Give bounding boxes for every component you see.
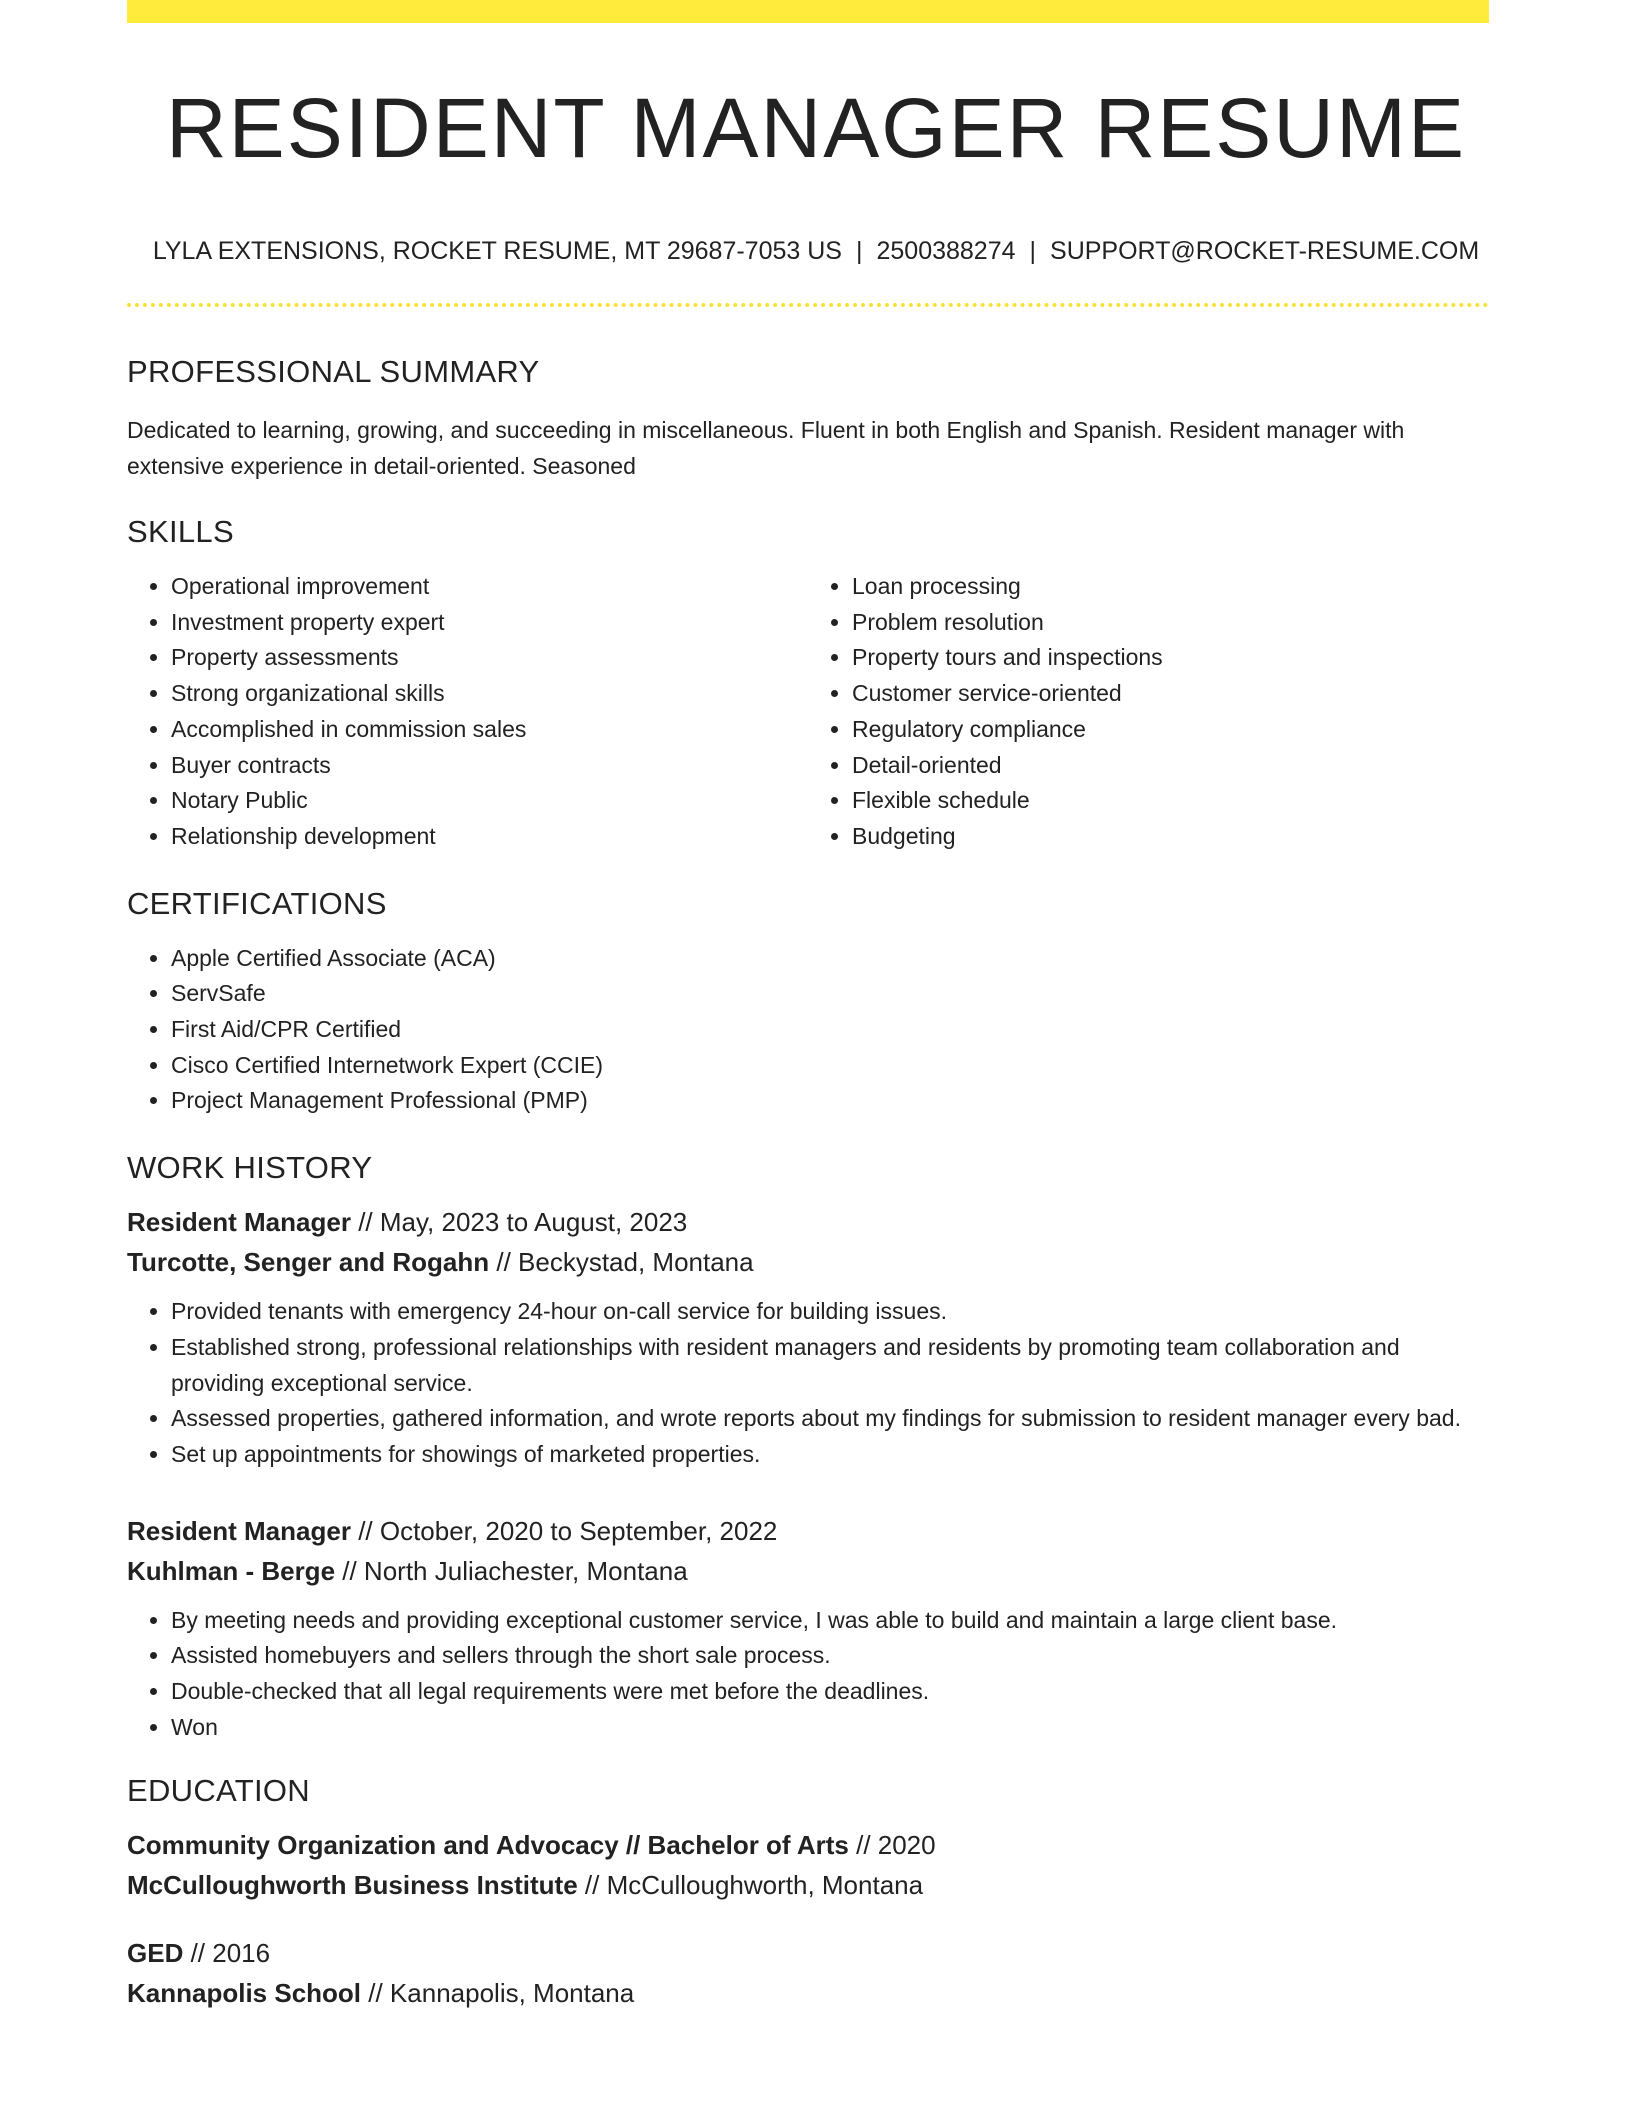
contact-email: SUPPORT@ROCKET-RESUME.COM: [1050, 237, 1480, 265]
skills-section: [127, 510, 1489, 855]
certification-item: • Project Management Professional (PMP): [171, 1083, 1489, 1119]
job-title: Resident Manager: [127, 1207, 351, 1238]
job-spacer: [127, 1473, 1489, 1511]
contact-phone: 2500388274: [876, 237, 1016, 265]
job-title: Resident Manager: [127, 1515, 351, 1546]
certifications-heading: CERTIFICATIONS: [127, 885, 387, 921]
education-location: // McCulloughworth, Montana: [584, 1870, 924, 1901]
skills-heading: SKILLS: [127, 514, 234, 549]
summary-text: Dedicated to learning, growing, and succeeding in miscellaneous. Fluent in both English and Spanish. Resident manager with extensive experience in detail-oriented. Seasoned: [127, 417, 1405, 479]
job-title-line: [127, 1202, 1489, 1242]
skill-item: • Loan processing: [852, 569, 1489, 605]
skill-item: • Notary Public: [171, 783, 808, 819]
skill-item: • Detail-oriented: [852, 748, 1489, 784]
edu-spacer: [127, 1905, 1489, 1933]
skills-list-left: [127, 569, 808, 855]
job-company-line: [127, 1551, 1489, 1591]
certification-item: • Cisco Certified Internetwork Expert (CCIE): [171, 1048, 1489, 1084]
education-degree: GED: [127, 1938, 184, 1969]
skills-columns: [127, 569, 1489, 855]
job-bullet: • Assisted homebuyers and sellers through the short sale process.: [171, 1638, 1489, 1674]
skill-item: • Accomplished in commission sales: [171, 712, 808, 748]
education-degree-line: [127, 1825, 1489, 1865]
skill-item: • Regulatory compliance: [852, 712, 1489, 748]
education-school-line: [127, 1973, 1489, 2013]
job-dates: // October, 2020 to September, 2022: [358, 1515, 778, 1546]
skill-item: • Property tours and inspections: [852, 640, 1489, 676]
job-title-line: [127, 1511, 1489, 1551]
education-list: [127, 1825, 1489, 2013]
certification-item: • ServSafe: [171, 976, 1489, 1012]
education-entry: [127, 1933, 1489, 2013]
education-year: // 2016: [190, 1938, 271, 1969]
accent-bar: [127, 0, 1489, 23]
work-heading: WORK HISTORY: [127, 1150, 373, 1186]
education-school: McCulloughworth Business Institute: [127, 1870, 578, 1901]
job-bullet: • By meeting needs and providing exceptional customer service, I was able to build and maintain a large client base.: [171, 1603, 1489, 1639]
job-bullets: [127, 1603, 1489, 1746]
skill-item: • Buyer contracts: [171, 748, 808, 784]
skill-item: • Customer service-oriented: [852, 676, 1489, 712]
contact-separator: |: [1029, 237, 1037, 265]
skill-item: • Budgeting: [852, 819, 1489, 855]
summary-section: [127, 350, 1489, 484]
education-location: // Kannapolis, Montana: [368, 1978, 635, 2009]
education-degree: Community Organization and Advocacy // Bachelor of Arts: [127, 1830, 849, 1861]
job-bullets: [127, 1294, 1489, 1473]
job-company: Turcotte, Senger and Rogahn: [127, 1247, 490, 1278]
education-section: [127, 1769, 1489, 2013]
contact-line: [0, 237, 1632, 266]
certifications-section: [127, 882, 1489, 1120]
job-location: // Beckystad, Montana: [496, 1247, 754, 1278]
header-divider: [127, 303, 1489, 307]
job-bullet: • Won: [171, 1710, 1489, 1746]
education-heading: EDUCATION: [127, 1773, 310, 1809]
education-school-line: [127, 1865, 1489, 1905]
jobs-list: [127, 1202, 1489, 1745]
job-bullet: • Provided tenants with emergency 24-hour on-call service for building issues.: [171, 1294, 1489, 1330]
job-bullet: • Established strong, professional relationships with resident managers and residents by promoting team collaboration and providing exceptional service.: [171, 1330, 1489, 1401]
page-title: RESIDENT MANAGER RESUME: [166, 81, 1466, 175]
certifications-list: [127, 941, 1489, 1120]
contact-address: LYLA EXTENSIONS, ROCKET RESUME, MT 29687-7053 US: [152, 237, 842, 265]
resume-body: [127, 350, 1489, 2013]
skill-item: • Operational improvement: [171, 569, 808, 605]
education-degree-line: [127, 1933, 1489, 1973]
skills-list-right: [808, 569, 1489, 855]
skill-item: • Strong organizational skills: [171, 676, 808, 712]
contact-separator: |: [855, 237, 863, 265]
job-bullet: • Assessed properties, gathered information, and wrote reports about my findings for submission to resident manager every bad.: [171, 1401, 1489, 1437]
job-bullet: • Double-checked that all legal requirements were met before the deadlines.: [171, 1674, 1489, 1710]
skill-item: • Relationship development: [171, 819, 808, 855]
skill-item: • Property assessments: [171, 640, 808, 676]
education-year: // 2020: [856, 1830, 936, 1861]
job-location: // North Juliachester, Montana: [342, 1555, 688, 1586]
certification-item: • Apple Certified Associate (ACA): [171, 941, 1489, 977]
job-dates: // May, 2023 to August, 2023: [358, 1207, 688, 1238]
education-entry: [127, 1825, 1489, 1905]
job-entry: [127, 1511, 1489, 1746]
skill-item: • Investment property expert: [171, 605, 808, 641]
certification-item: • First Aid/CPR Certified: [171, 1012, 1489, 1048]
summary-heading: PROFESSIONAL SUMMARY: [127, 354, 540, 389]
skill-item: • Problem resolution: [852, 605, 1489, 641]
education-school: Kannapolis School: [127, 1978, 362, 2009]
job-entry: [127, 1202, 1489, 1473]
work-section: [127, 1146, 1489, 1745]
skill-item: • Flexible schedule: [852, 783, 1489, 819]
job-bullet: • Set up appointments for showings of marketed properties.: [171, 1437, 1489, 1473]
job-company: Kuhlman - Berge: [127, 1555, 336, 1586]
job-company-line: [127, 1242, 1489, 1282]
